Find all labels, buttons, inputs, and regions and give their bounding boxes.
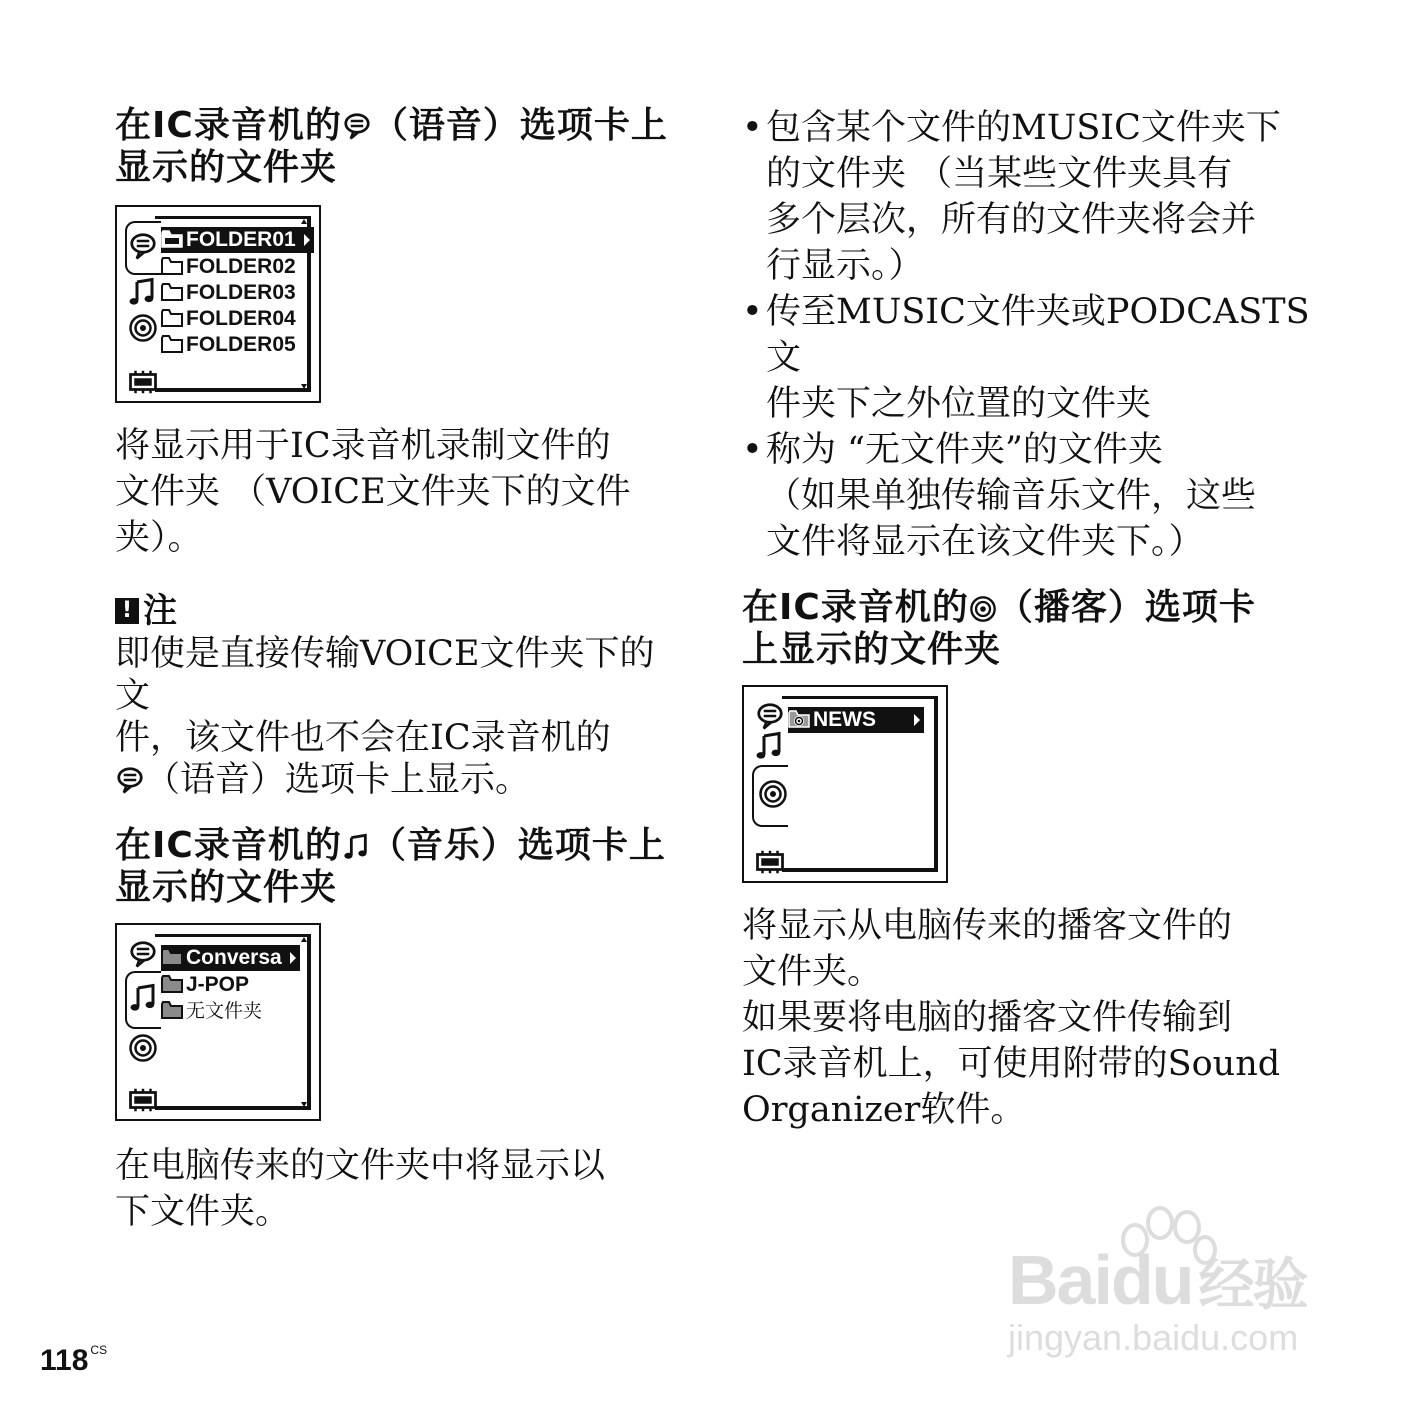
folder-icon [161, 335, 183, 353]
folder-icon [161, 230, 183, 248]
music-icon [754, 731, 784, 761]
scroll-down-indicator [301, 384, 307, 389]
folder-type-list [742, 105, 1322, 565]
folder-icon [161, 948, 183, 966]
baidu-watermark [1000, 1205, 1330, 1360]
voice-description: 将显示用于IC录音机录制文件的 文件夹 （VOICE文件夹下的文件 夹）。 [115, 426, 631, 558]
right-column [742, 105, 1322, 1133]
voice-icon [342, 111, 372, 141]
scroll-up-indicator [301, 937, 307, 942]
music-icon [127, 277, 157, 307]
folder-row[interactable]: FOLDER04 [161, 306, 296, 332]
right-arrow-icon [290, 952, 296, 964]
podcast-icon [128, 313, 158, 343]
folder-icon [161, 975, 183, 993]
podcast-icon [758, 779, 788, 809]
list-item: • 包含某个文件的MUSIC文件夹下 的文件夹 （当某些文件夹具有 多个层次，所有的文件夹将会并 行显示。） [742, 105, 1322, 289]
list-item: • 称为 “无文件夹”的文件夹 （如果单独传输音乐文件，这些 文件将显示在该文件夹下。） [742, 427, 1322, 565]
left-column [115, 105, 685, 1235]
music-description: 在电脑传来的文件夹中将显示以 下文件夹。 [115, 1146, 606, 1232]
podcast-icon [128, 1033, 158, 1063]
memory-icon [755, 847, 785, 877]
memory-icon [128, 367, 158, 397]
podcast-section-heading: 在IC录音机的 （播客）选项卡 上显示的文件夹 [742, 587, 1256, 670]
note-icon: ! [115, 598, 139, 624]
folder-row[interactable]: FOLDER03 [161, 280, 296, 306]
podcast-tab-screen [742, 685, 948, 883]
music-section-heading: 在IC录音机的 （音乐）选项卡上 显示的文件夹 [115, 825, 666, 908]
voice-section-heading: 在IC录音机的 （语音）选项卡上 显示的文件夹 [115, 105, 668, 188]
folder-icon [788, 710, 810, 728]
music-tab-screen [115, 923, 321, 1121]
note-title: ! 注 [115, 589, 685, 633]
scroll-up-indicator [301, 219, 307, 224]
right-arrow-icon [914, 714, 920, 726]
music-icon [128, 983, 158, 1013]
voice-tab-screen [115, 205, 321, 403]
folder-icon [161, 257, 183, 275]
voice-icon [128, 939, 158, 969]
note-last-line: （语音）选项卡上显示。 [115, 759, 685, 801]
folder-row[interactable]: 无文件夹 [161, 998, 262, 1024]
folder-row[interactable]: FOLDER02 [161, 254, 296, 280]
folder-row[interactable]: FOLDER05 [161, 332, 296, 358]
folder-icon [161, 1001, 183, 1019]
right-arrow-icon [304, 234, 310, 246]
music-icon [342, 833, 370, 861]
scroll-down-indicator [301, 1102, 307, 1107]
folder-row[interactable]: J-POP [161, 972, 249, 998]
voice-icon [755, 701, 785, 731]
folder-row-selected[interactable]: Conversa [161, 945, 300, 971]
list-item: • 传至MUSIC文件夹或PODCASTS文 件夹下之外位置的文件夹 [742, 289, 1322, 427]
folder-icon [161, 309, 183, 327]
podcast-icon [969, 595, 997, 623]
page-number: 118 $^{CS}$ [40, 1343, 108, 1377]
voice-icon [115, 765, 145, 795]
voice-icon [128, 231, 158, 261]
folder-row-selected[interactable]: FOLDER01 [161, 227, 314, 253]
podcast-description: 将显示从电脑传来的播客文件的 文件夹。 如果要将电脑的播客文件传输到 IC录音机上，可使用附带的Sound Organizer软件。 [742, 906, 1281, 1130]
folder-row-selected[interactable]: NEWS [788, 707, 924, 733]
note-block: ! 注 即使是直接传输VOICE文件夹下的文 件，该文件也不会在IC录音机的 （语音）选项卡上显示。 [115, 589, 685, 801]
memory-icon [128, 1085, 158, 1115]
watermark-url: jingyan.baidu.com [1008, 1317, 1299, 1358]
folder-icon [161, 283, 183, 301]
watermark-brand: Baidu 经验 [1008, 1241, 1307, 1319]
